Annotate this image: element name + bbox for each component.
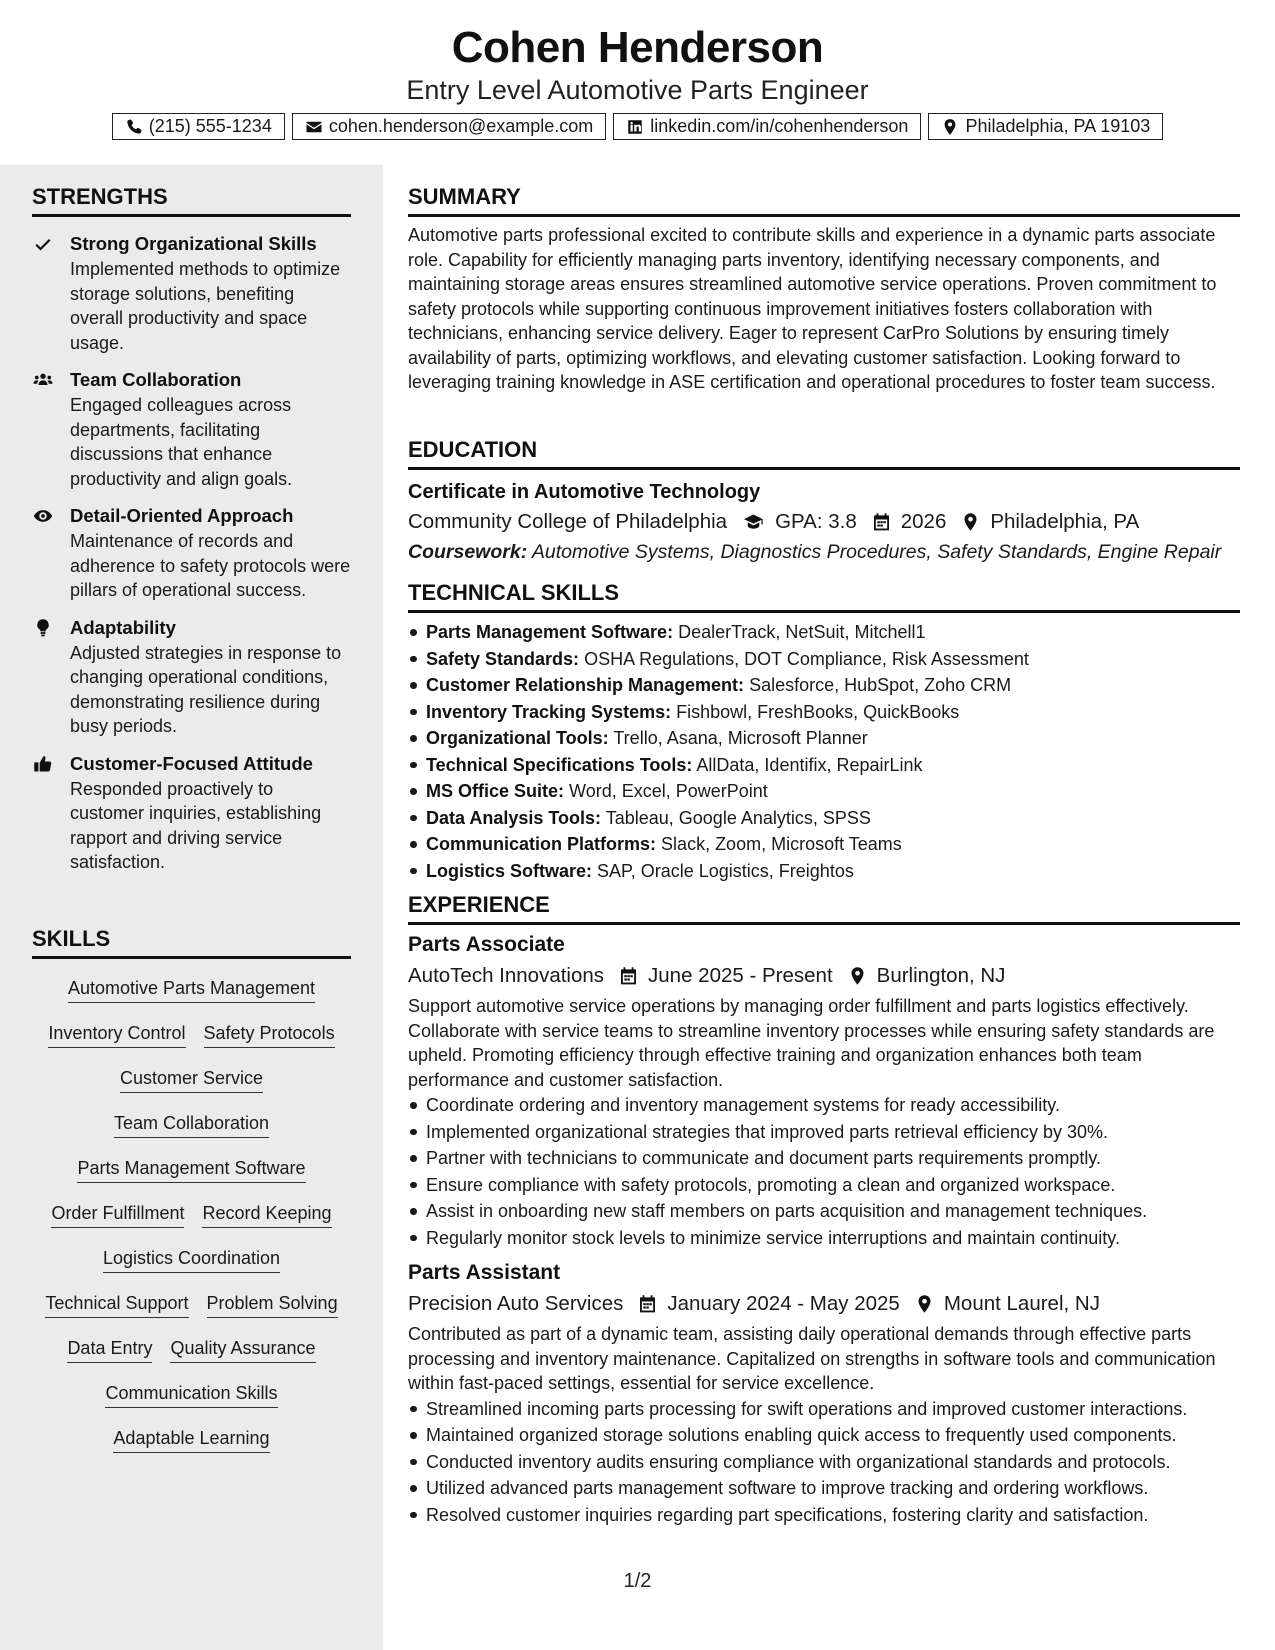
technical-skills-list — [408, 619, 1240, 884]
resume-header — [0, 0, 1275, 165]
strength-desc: Engaged colleagues across departments, facilitating discussions that enhance productivity and align goals. — [70, 395, 293, 489]
job-title: Parts Assistant — [408, 1261, 561, 1284]
map-marker-icon — [941, 118, 959, 136]
map-marker-icon — [960, 512, 981, 532]
map-marker-icon — [847, 966, 868, 986]
check-icon — [32, 234, 54, 254]
list-item: Partner with technicians to communicate and document parts requirements promptly. — [408, 1145, 1240, 1172]
skills-list — [32, 967, 351, 1462]
list-item: Streamlined incoming parts processing for swift operations and improved customer interactions. — [408, 1396, 1240, 1423]
eye-icon — [32, 506, 54, 526]
skill-tag: Data Entry — [67, 1337, 152, 1363]
skill-tag: Quality Assurance — [170, 1337, 315, 1363]
list-item: Ensure compliance with safety protocols, promoting a clean and organized workspace. — [408, 1172, 1240, 1199]
calendar-icon — [637, 1294, 658, 1314]
job-summary: Support automotive service operations by managing order fulfillment and parts logistics effectively. Collaborate with service teams to streamline inventory processes while ensuring safety standards are upheld. Promoting efficiency through effective training and organization enhances both team performance and customer satisfaction. — [408, 996, 1215, 1090]
education-coursework — [408, 537, 1240, 567]
job-entry — [408, 1259, 1240, 1528]
coursework-list: Automotive Systems, Diagnostics Procedures, Safety Standards, Engine Repair — [531, 541, 1222, 563]
contact-location — [928, 113, 1163, 140]
summary-section — [408, 183, 1240, 395]
summary-heading: SUMMARY — [408, 183, 1240, 217]
list-item: Assist in onboarding new staff members on parts acquisition and management techniques. — [408, 1198, 1240, 1225]
strengths-section — [32, 183, 351, 875]
technical-skills-heading: TECHNICAL SKILLS — [408, 579, 1240, 613]
list-item: Organizational Tools: Trello, Asana, Microsoft Planner — [408, 725, 1240, 752]
job-entry — [408, 931, 1240, 1251]
contact-email-text: cohen.henderson@example.com — [328, 116, 594, 136]
contact-row — [0, 113, 1275, 140]
experience-section — [408, 891, 1240, 1528]
education-school: Community College of Philadelphia — [408, 510, 728, 533]
technical-skills-section — [408, 579, 1240, 884]
job-company: Precision Auto Services — [408, 1292, 624, 1315]
job-location: Burlington, NJ — [876, 964, 1006, 987]
sidebar — [0, 165, 383, 1650]
strength-item — [32, 503, 351, 603]
experience-heading: EXPERIENCE — [408, 891, 1240, 925]
skill-tag: Team Collaboration — [114, 1112, 269, 1138]
job-location: Mount Laurel, NJ — [943, 1292, 1100, 1315]
skill-tag: Problem Solving — [207, 1292, 338, 1318]
list-item: Logistics Software: SAP, Oracle Logistics, Freightos — [408, 858, 1240, 885]
job-dates: January 2024 - May 2025 — [667, 1292, 900, 1315]
strength-name: Strong Organizational Skills — [70, 233, 317, 254]
education-section — [408, 436, 1240, 567]
education-location: Philadelphia, PA — [990, 510, 1140, 533]
job-company: AutoTech Innovations — [408, 964, 605, 987]
skill-tag: Adaptable Learning — [113, 1427, 269, 1453]
job-bullets — [408, 1396, 1240, 1529]
strength-item — [32, 751, 351, 875]
map-marker-icon — [914, 1294, 935, 1314]
education-year: 2026 — [900, 510, 947, 533]
skill-tag: Technical Support — [45, 1292, 188, 1318]
list-item: Implemented organizational strategies that improved parts retrieval efficiency by 30%. — [408, 1119, 1240, 1146]
list-item: Customer Relationship Management: Salesforce, HubSpot, Zoho CRM — [408, 672, 1240, 699]
strength-item — [32, 231, 351, 355]
calendar-icon — [871, 512, 892, 532]
strength-desc: Maintenance of records and adherence to safety protocols were pillars of operational success. — [70, 531, 351, 600]
list-item: Communication Platforms: Slack, Zoom, Microsoft Teams — [408, 831, 1240, 858]
list-item: Inventory Tracking Systems: Fishbowl, FreshBooks, QuickBooks — [408, 699, 1240, 726]
list-item: Utilized advanced parts management software to improve tracking and ordering workflows. — [408, 1475, 1240, 1502]
skill-tag: Logistics Coordination — [103, 1247, 280, 1273]
job-bullets — [408, 1092, 1240, 1251]
linkedin-icon — [626, 118, 644, 136]
page-number: 1/2 — [623, 1570, 652, 1592]
phone-icon — [125, 118, 143, 136]
list-item: Coordinate ordering and inventory management systems for ready accessibility. — [408, 1092, 1240, 1119]
contact-location-text: Philadelphia, PA 19103 — [965, 116, 1151, 136]
strength-name: Customer-Focused Attitude — [70, 752, 313, 774]
calendar-icon — [618, 966, 639, 986]
education-heading: EDUCATION — [408, 436, 1240, 470]
coursework-label: Coursework: — [408, 541, 528, 563]
contact-phone-text: (215) 555-1234 — [148, 116, 272, 136]
strengths-heading: STRENGTHS — [32, 183, 351, 217]
skill-tag: Communication Skills — [105, 1382, 277, 1408]
contact-phone[interactable] — [112, 113, 285, 140]
users-icon — [32, 370, 54, 390]
list-item: Technical Specifications Tools: AllData, Identifix, RepairLink — [408, 752, 1240, 779]
skill-tag: Safety Protocols — [204, 1022, 335, 1048]
list-item: Resolved customer inquiries regarding part specifications, fostering clarity and satisfaction. — [408, 1502, 1240, 1529]
contact-email[interactable] — [292, 113, 606, 140]
contact-linkedin[interactable] — [613, 113, 921, 140]
education-degree: Certificate in Automotive Technology — [408, 481, 761, 503]
job-title: Parts Associate — [408, 933, 565, 956]
strength-name: Team Collaboration — [70, 369, 242, 390]
skills-heading: SKILLS — [32, 925, 351, 959]
skill-tag: Parts Management Software — [77, 1157, 305, 1183]
skill-tag: Customer Service — [120, 1067, 263, 1093]
job-dates: June 2025 - Present — [648, 964, 833, 987]
list-item: Maintained organized storage solutions enabling quick access to frequently used components. — [408, 1422, 1240, 1449]
graduation-cap-icon — [741, 512, 766, 532]
education-meta — [408, 507, 1240, 537]
skill-tag: Record Keeping — [202, 1202, 331, 1228]
list-item: MS Office Suite: Word, Excel, PowerPoint — [408, 778, 1240, 805]
job-meta — [408, 1289, 1240, 1319]
skills-section — [32, 925, 351, 1462]
thumbs-up-icon — [32, 754, 54, 774]
strength-item — [32, 367, 351, 491]
list-item: Data Analysis Tools: Tableau, Google Analytics, SPSS — [408, 805, 1240, 832]
strength-desc: Adjusted strategies in response to changing operational conditions, demonstrating resilience during busy periods. — [70, 642, 342, 736]
strength-item — [32, 615, 351, 739]
lightbulb-icon — [32, 618, 54, 638]
strength-desc: Responded proactively to customer inquiries, establishing rapport and driving service satisfaction. — [70, 778, 322, 872]
list-item: Safety Standards: OSHA Regulations, DOT Compliance, Risk Assessment — [408, 646, 1240, 673]
education-gpa: GPA: 3.8 — [775, 510, 857, 533]
candidate-name: Cohen Henderson — [451, 23, 824, 72]
skill-tag: Automotive Parts Management — [68, 977, 315, 1003]
strength-desc: Implemented methods to optimize storage solutions, benefiting overall productivity and space usage. — [70, 259, 341, 353]
list-item: Conducted inventory audits ensuring compliance with organizational standards and protocols. — [408, 1449, 1240, 1476]
list-item: Regularly monitor stock levels to minimize service interruptions and maintain continuity. — [408, 1225, 1240, 1252]
job-summary: Contributed as part of a dynamic team, assisting daily operational demands through effective parts processing and inventory maintenance. Capitalized on strengths in software tools and communication within fast-paced settings, essential for service excellence. — [408, 1324, 1216, 1393]
job-meta — [408, 961, 1240, 991]
summary-text: Automotive parts professional excited to contribute skills and experience in a dynamic parts associate role. Capability for efficiently managing parts inventory, identifying necessary components, and maintaining storage areas ensures streamlined automotive service operations. Proven commitment to safety protocols while supporting continuous improvement initiatives fosters collaboration with technicians, enhancing service delivery. Eager to represent CarPro Solutions by ensuring timely availability of parts, optimizing workflows, and elevating customer satisfaction. Looking forward to leveraging training knowledge in ASE certification and operational procedures to foster team success. — [408, 225, 1217, 392]
candidate-title: Entry Level Automotive Parts Engineer — [406, 75, 869, 105]
skill-tag: Order Fulfillment — [51, 1202, 184, 1228]
skill-tag: Inventory Control — [48, 1022, 185, 1048]
list-item: Parts Management Software: DealerTrack, NetSuit, Mitchell1 — [408, 619, 1240, 646]
envelope-icon — [305, 118, 323, 136]
contact-linkedin-text: linkedin.com/in/cohenhenderson — [650, 116, 909, 136]
strength-name: Detail-Oriented Approach — [70, 505, 294, 526]
strength-name: Adaptability — [70, 616, 176, 638]
